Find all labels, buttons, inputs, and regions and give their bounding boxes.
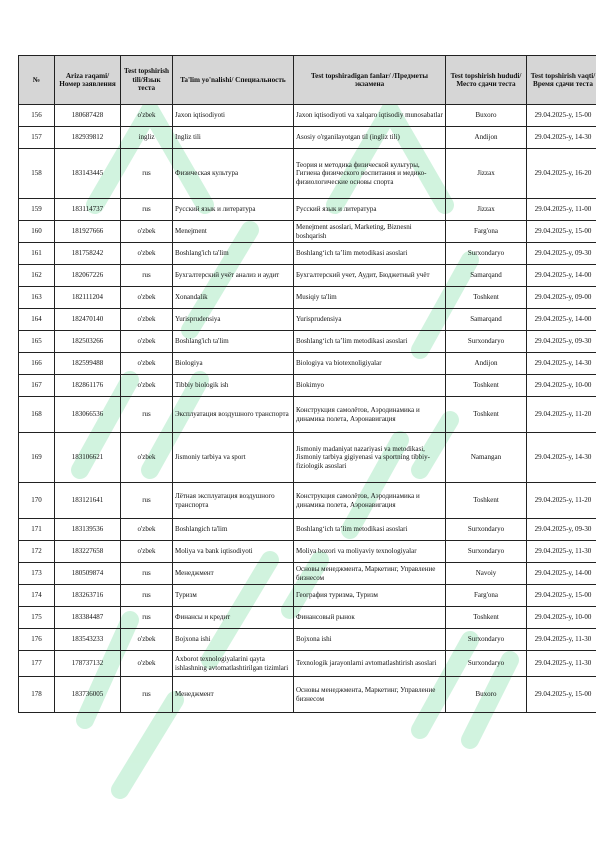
- table-cell-language: o'zbek: [121, 375, 173, 397]
- table-body: [19, 105, 596, 713]
- table-cell-subjects: Русский язык и литература: [294, 199, 446, 221]
- table-row: [19, 221, 596, 243]
- table-cell-time: 29.04.2025-y, 14-30: [527, 127, 596, 149]
- table-row: [19, 309, 596, 331]
- table-row: [19, 243, 596, 265]
- table-cell-subjects: Финансовый рынок: [294, 607, 446, 629]
- table-row: [19, 265, 596, 287]
- table-cell-subjects: Теория и методика физической культуры, Гигиена физического воспитания и медико-физиологические основы спорта: [294, 149, 446, 199]
- table-cell-application-number: 180509874: [55, 563, 121, 585]
- table-cell-region: Surxondaryo: [446, 541, 527, 563]
- table-row: [19, 677, 596, 713]
- table-cell-number: 157: [19, 127, 55, 149]
- table-cell-time: 29.04.2025-y, 14-00: [527, 265, 596, 287]
- table-cell-number: 172: [19, 541, 55, 563]
- table-cell-specialty: Tibbiy biologik ish: [173, 375, 294, 397]
- table-cell-time: 29.04.2025-y, 14-00: [527, 563, 596, 585]
- table-cell-time: 29.04.2025-y, 15-00: [527, 221, 596, 243]
- table-cell-application-number: 182939812: [55, 127, 121, 149]
- header-test-time: Test topshirish vaqti/Время сдачи теста: [527, 56, 596, 105]
- table-cell-specialty: Boshlang'ich ta'lim: [173, 243, 294, 265]
- table-cell-subjects: Boshlang‘ich ta’lim metodikasi asoslari: [294, 331, 446, 353]
- table-cell-region: Toshkent: [446, 607, 527, 629]
- table-cell-number: 166: [19, 353, 55, 375]
- table-cell-language: rus: [121, 149, 173, 199]
- table-cell-application-number: 182861176: [55, 375, 121, 397]
- table-cell-time: 29.04.2025-y, 09-30: [527, 331, 596, 353]
- table-cell-number: 158: [19, 149, 55, 199]
- table-cell-specialty: Русский язык и литература: [173, 199, 294, 221]
- header-test-region: Test topshirish hududi/ Место сдачи теста: [446, 56, 527, 105]
- table-row: [19, 651, 596, 677]
- table-cell-region: Samarqand: [446, 265, 527, 287]
- table-row: [19, 127, 596, 149]
- table-cell-time: 29.04.2025-y, 11-30: [527, 651, 596, 677]
- header-specialty: Ta'lim yo'nalishi/ Специальность: [173, 56, 294, 105]
- table-row: [19, 199, 596, 221]
- table-cell-language: o'zbek: [121, 221, 173, 243]
- table-cell-subjects: Texnologik jarayonlarni avtomatlashtirish asoslari: [294, 651, 446, 677]
- table-cell-specialty: Xonandalik: [173, 287, 294, 309]
- table-cell-subjects: Основы менеджмента, Маркетинг, Управление бизнесом: [294, 563, 446, 585]
- table-cell-number: 171: [19, 519, 55, 541]
- table-cell-time: 29.04.2025-y, 15-00: [527, 105, 596, 127]
- table-cell-application-number: 182111204: [55, 287, 121, 309]
- table-cell-number: 175: [19, 607, 55, 629]
- table-cell-subjects: Основы менеджмента, Маркетинг, Управление бизнесом: [294, 677, 446, 713]
- table-row: [19, 629, 596, 651]
- table-cell-specialty: Bojxona ishi: [173, 629, 294, 651]
- table-cell-specialty: Лётная эксплуатация воздушного транспорта: [173, 483, 294, 519]
- table-cell-application-number: 182470140: [55, 309, 121, 331]
- table-cell-region: Surxondaryo: [446, 331, 527, 353]
- table-cell-time: 29.04.2025-y, 11-00: [527, 199, 596, 221]
- table-cell-number: 165: [19, 331, 55, 353]
- table-cell-subjects: Конструкция самолётов, Аэродинамика и динамика полета, Аэронавигация: [294, 397, 446, 433]
- table-cell-language: o'zbek: [121, 541, 173, 563]
- table-cell-time: 29.04.2025-y, 10-00: [527, 375, 596, 397]
- table-cell-number: 162: [19, 265, 55, 287]
- table-cell-application-number: 182067226: [55, 265, 121, 287]
- table-cell-time: 29.04.2025-y, 11-30: [527, 541, 596, 563]
- header-application-number: Ariza raqami/ Номер заявления: [55, 56, 121, 105]
- table-cell-language: rus: [121, 563, 173, 585]
- table-cell-language: rus: [121, 585, 173, 607]
- table-cell-specialty: Эксплуатация воздушного транспорта: [173, 397, 294, 433]
- table-cell-application-number: 183384487: [55, 607, 121, 629]
- table-cell-region: Toshkent: [446, 375, 527, 397]
- table-cell-subjects: Бухгалтерский учет, Аудит, Бюджетный учёт: [294, 265, 446, 287]
- table-cell-region: Toshkent: [446, 483, 527, 519]
- table-row: [19, 585, 596, 607]
- table-cell-specialty: Menejment: [173, 221, 294, 243]
- table-cell-application-number: 181758242: [55, 243, 121, 265]
- table-cell-application-number: 181927666: [55, 221, 121, 243]
- table-cell-time: 29.04.2025-y, 11-20: [527, 397, 596, 433]
- table-cell-application-number: 183106621: [55, 433, 121, 483]
- table-cell-specialty: Менеджмент: [173, 677, 294, 713]
- table-cell-language: rus: [121, 483, 173, 519]
- table-cell-number: 169: [19, 433, 55, 483]
- table-cell-specialty: Ingliz tili: [173, 127, 294, 149]
- header-exam-subjects: Test topshiradigan fanlar/ /Предметы экзамена: [294, 56, 446, 105]
- table-cell-specialty: Boshlang'ich ta'lim: [173, 331, 294, 353]
- table-cell-language: o'zbek: [121, 105, 173, 127]
- table-cell-region: Andijon: [446, 127, 527, 149]
- table-cell-number: 176: [19, 629, 55, 651]
- table-cell-specialty: Jismoniy tarbiya va sport: [173, 433, 294, 483]
- table-cell-subjects: Jaxon iqtisodiyoti va xalqaro iqtisodiy munosabatlar: [294, 105, 446, 127]
- header-number: №: [19, 56, 55, 105]
- table-cell-region: Jizzax: [446, 149, 527, 199]
- table-cell-application-number: 183736005: [55, 677, 121, 713]
- table-cell-region: Surxondaryo: [446, 651, 527, 677]
- table-cell-language: o'zbek: [121, 433, 173, 483]
- table-cell-language: o'zbek: [121, 651, 173, 677]
- table-cell-application-number: 178737132: [55, 651, 121, 677]
- table-cell-language: o'zbek: [121, 309, 173, 331]
- table-cell-language: o'zbek: [121, 629, 173, 651]
- table-cell-subjects: Moliya bozori va moliyaviy texnologiyalar: [294, 541, 446, 563]
- table-cell-specialty: Boshlangich ta'lim: [173, 519, 294, 541]
- table-cell-subjects: Musiqiy ta'lim: [294, 287, 446, 309]
- table-cell-application-number: 182503266: [55, 331, 121, 353]
- table-cell-region: Jizzax: [446, 199, 527, 221]
- table-row: [19, 331, 596, 353]
- table-cell-language: rus: [121, 677, 173, 713]
- table-cell-application-number: 183114737: [55, 199, 121, 221]
- table-cell-subjects: Boshlang‘ich ta’lim metodikasi asoslari: [294, 243, 446, 265]
- table-cell-time: 29.04.2025-y, 11-30: [527, 629, 596, 651]
- table-cell-specialty: Финансы и кредит: [173, 607, 294, 629]
- table-cell-language: rus: [121, 265, 173, 287]
- table-cell-specialty: Физическая культура: [173, 149, 294, 199]
- table-cell-specialty: Бухгалтерский учёт анализ и аудит: [173, 265, 294, 287]
- table-cell-time: 29.04.2025-y, 14-00: [527, 309, 596, 331]
- table-cell-application-number: 183066536: [55, 397, 121, 433]
- table-cell-region: Surxondaryo: [446, 243, 527, 265]
- table-cell-number: 170: [19, 483, 55, 519]
- header-test-language: Test topshirish tili/Язык теста: [121, 56, 173, 105]
- table-cell-time: 29.04.2025-y, 15-00: [527, 677, 596, 713]
- table-cell-specialty: Jaxon iqtisodiyoti: [173, 105, 294, 127]
- table-cell-application-number: 183263716: [55, 585, 121, 607]
- table-cell-number: 159: [19, 199, 55, 221]
- table-cell-subjects: Yurisprudensiya: [294, 309, 446, 331]
- table-cell-application-number: 183143445: [55, 149, 121, 199]
- table-cell-time: 29.04.2025-y, 15-00: [527, 585, 596, 607]
- table-row: [19, 541, 596, 563]
- table-cell-subjects: Bojxona ishi: [294, 629, 446, 651]
- table-cell-region: Buxoro: [446, 677, 527, 713]
- table-row: [19, 433, 596, 483]
- table-row: [19, 353, 596, 375]
- table-cell-time: 29.04.2025-y, 09-30: [527, 243, 596, 265]
- exam-schedule-table: [18, 55, 596, 713]
- table-row: [19, 149, 596, 199]
- table-cell-number: 161: [19, 243, 55, 265]
- table-cell-subjects: Boshlang‘ich ta’lim metodikasi asoslari: [294, 519, 446, 541]
- table-cell-number: 163: [19, 287, 55, 309]
- table-cell-number: 156: [19, 105, 55, 127]
- table-cell-region: Andijon: [446, 353, 527, 375]
- table-cell-number: 160: [19, 221, 55, 243]
- table-cell-subjects: Jismoniy madaniyat nazariyasi va metodikasi, Jismoniy tarbiya gigiyenasi va sportning tibbiy-fiziologik asoslari: [294, 433, 446, 483]
- table-cell-specialty: Moliya va bank iqtisodiyoti: [173, 541, 294, 563]
- table-row: [19, 607, 596, 629]
- table-cell-time: 29.04.2025-y, 14-30: [527, 353, 596, 375]
- table-cell-region: Farg'ona: [446, 221, 527, 243]
- table-cell-region: Farg'ona: [446, 585, 527, 607]
- table-row: [19, 287, 596, 309]
- table-row: [19, 397, 596, 433]
- table-cell-region: Namangan: [446, 433, 527, 483]
- table-cell-application-number: 183121641: [55, 483, 121, 519]
- table-cell-number: 168: [19, 397, 55, 433]
- table-row: [19, 563, 596, 585]
- table-cell-subjects: География туризма, Туризм: [294, 585, 446, 607]
- table-cell-language: o'zbek: [121, 243, 173, 265]
- table-cell-time: 29.04.2025-y, 10-00: [527, 607, 596, 629]
- table-cell-number: 167: [19, 375, 55, 397]
- table-cell-language: rus: [121, 607, 173, 629]
- table-cell-specialty: Менеджмент: [173, 563, 294, 585]
- table-cell-application-number: 183543233: [55, 629, 121, 651]
- table-cell-application-number: 182599488: [55, 353, 121, 375]
- table-row: [19, 105, 596, 127]
- table-cell-region: Navoiy: [446, 563, 527, 585]
- table-cell-region: Toshkent: [446, 397, 527, 433]
- table-cell-language: o'zbek: [121, 331, 173, 353]
- table-cell-region: Buxoro: [446, 105, 527, 127]
- table-cell-subjects: Biokimyo: [294, 375, 446, 397]
- table-cell-language: o'zbek: [121, 519, 173, 541]
- table-cell-language: rus: [121, 397, 173, 433]
- table-cell-number: 164: [19, 309, 55, 331]
- table-cell-specialty: Biologiya: [173, 353, 294, 375]
- table-cell-application-number: 183227658: [55, 541, 121, 563]
- table-cell-specialty: Туризм: [173, 585, 294, 607]
- table-cell-language: ingliz: [121, 127, 173, 149]
- table-cell-specialty: Axborot texnologiyalarini qayta ishlashning avtomatlashtirilgan tizimlari: [173, 651, 294, 677]
- table-cell-language: o'zbek: [121, 353, 173, 375]
- table-cell-number: 174: [19, 585, 55, 607]
- table-cell-subjects: Asosiy o'rganilayotgan til (ingliz tili): [294, 127, 446, 149]
- table-cell-number: 177: [19, 651, 55, 677]
- table-row: [19, 519, 596, 541]
- table-cell-time: 29.04.2025-y, 09-00: [527, 287, 596, 309]
- table-cell-region: Surxondaryo: [446, 629, 527, 651]
- table-cell-specialty: Yurisprudensiya: [173, 309, 294, 331]
- table-cell-number: 178: [19, 677, 55, 713]
- table-cell-subjects: Menejment asoslari, Marketing, Biznesni boshqarish: [294, 221, 446, 243]
- table-cell-subjects: Biologiya va biotexnoligiyalar: [294, 353, 446, 375]
- table-row: [19, 375, 596, 397]
- table-header-row: [19, 56, 596, 105]
- table-row: [19, 483, 596, 519]
- table-cell-language: o'zbek: [121, 287, 173, 309]
- table-cell-subjects: Конструкция самолётов, Аэродинамика и динамика полета, Аэронавигация: [294, 483, 446, 519]
- table-cell-time: 29.04.2025-y, 14-30: [527, 433, 596, 483]
- table-cell-region: Toshkent: [446, 287, 527, 309]
- table-cell-time: 29.04.2025-y, 16-20: [527, 149, 596, 199]
- table-cell-number: 173: [19, 563, 55, 585]
- table-cell-region: Samarqand: [446, 309, 527, 331]
- table-cell-time: 29.04.2025-y, 11-20: [527, 483, 596, 519]
- table-cell-application-number: 183139536: [55, 519, 121, 541]
- table-cell-language: rus: [121, 199, 173, 221]
- table-cell-application-number: 180687428: [55, 105, 121, 127]
- table-cell-region: Surxondaryo: [446, 519, 527, 541]
- table-cell-time: 29.04.2025-y, 09-30: [527, 519, 596, 541]
